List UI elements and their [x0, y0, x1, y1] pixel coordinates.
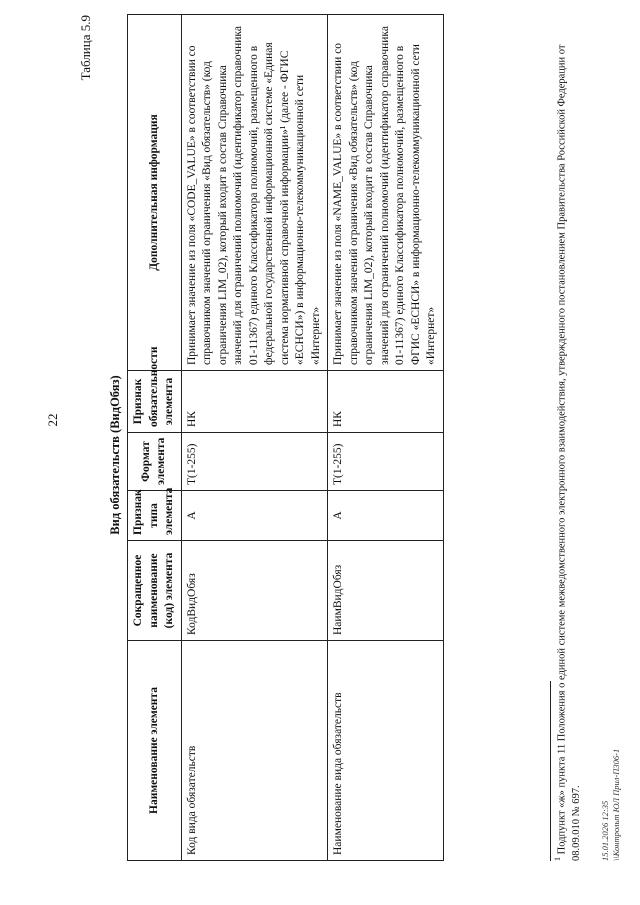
table-row [328, 15, 444, 861]
column-header-info: Дополнительная информация [128, 15, 182, 371]
rotated-page-content [30, 15, 630, 895]
cell-code: НаимВидОбяз [328, 541, 444, 641]
table-title: Вид обязательств (ВидОбяз) [108, 375, 122, 535]
column-header-required: Признак обязательности элемента [128, 371, 182, 433]
cell-type: А [328, 491, 444, 541]
cell-type: А [181, 491, 328, 541]
document-stamp [600, 749, 622, 861]
cell-name: Код вида обязательств [181, 641, 328, 861]
footnote [553, 15, 584, 861]
page-number: 22 [45, 413, 60, 427]
footnote-marker: 1 [553, 857, 562, 861]
footnote-divider [550, 681, 551, 861]
column-header-name: Наименование элемента [128, 641, 182, 861]
column-header-format: Формат элемента [128, 433, 182, 491]
cell-info: Принимает значение из поля «NAME_VALUE» в соответствии со справочником значений ограничения «Вид обязательств» (код ограничения LIM_02), который входит в состав Справочника значений для ограничений полномочий (идентификатор справочника 01-11367) единого Классификатора полномочий, размещенного в ФГИС «ЕСНСИ» в информационно-телекоммуникационной сети «Интернет» [328, 15, 444, 371]
stamp-date: 15.01.2026 12:35 [600, 800, 610, 861]
cell-info: Принимает значение из поля «CODE_VALUE» в соответствии со справочником значений ограничения «Вид обязательств» (код ограничения LIM_02), который входит в состав Справочника значений для ограничений полномочий (идентификатор справочника 01-11367) единого Классификатора полномочий, размещенного в федеральной государственной информационной системе «Единая система нормативной справочной информации»¹ (далее - ФГИС «ЕСНСИ») в информационно-телекоммуникационной сети «Интернет» [181, 15, 328, 371]
cell-format: T(1-255) [328, 433, 444, 491]
obligations-table [127, 14, 444, 861]
cell-required: НК [181, 371, 328, 433]
column-header-code: Сокращенное наименование (код) элемента [128, 541, 182, 641]
cell-required: НК [328, 371, 444, 433]
cell-name: Наименование вида обязательств [328, 641, 444, 861]
footnote-text: Подпункт «ж» пункта 11 Положения о единой системе межведомственного электронного взаимодействия, утвержденного постановлением Правительства Российской Федерации от 08.09.010 № 697. [556, 44, 582, 861]
cell-code: КодВидОбяз [181, 541, 328, 641]
table-header-row [128, 15, 182, 861]
table-row [181, 15, 328, 861]
stamp-path: \\Контрольт ЮЛ Прил-П306-1 [611, 748, 622, 861]
cell-format: T(1-255) [181, 433, 328, 491]
table-label: Таблица 5.9 [78, 15, 93, 81]
column-header-type: Признак типа элемента [128, 491, 182, 541]
